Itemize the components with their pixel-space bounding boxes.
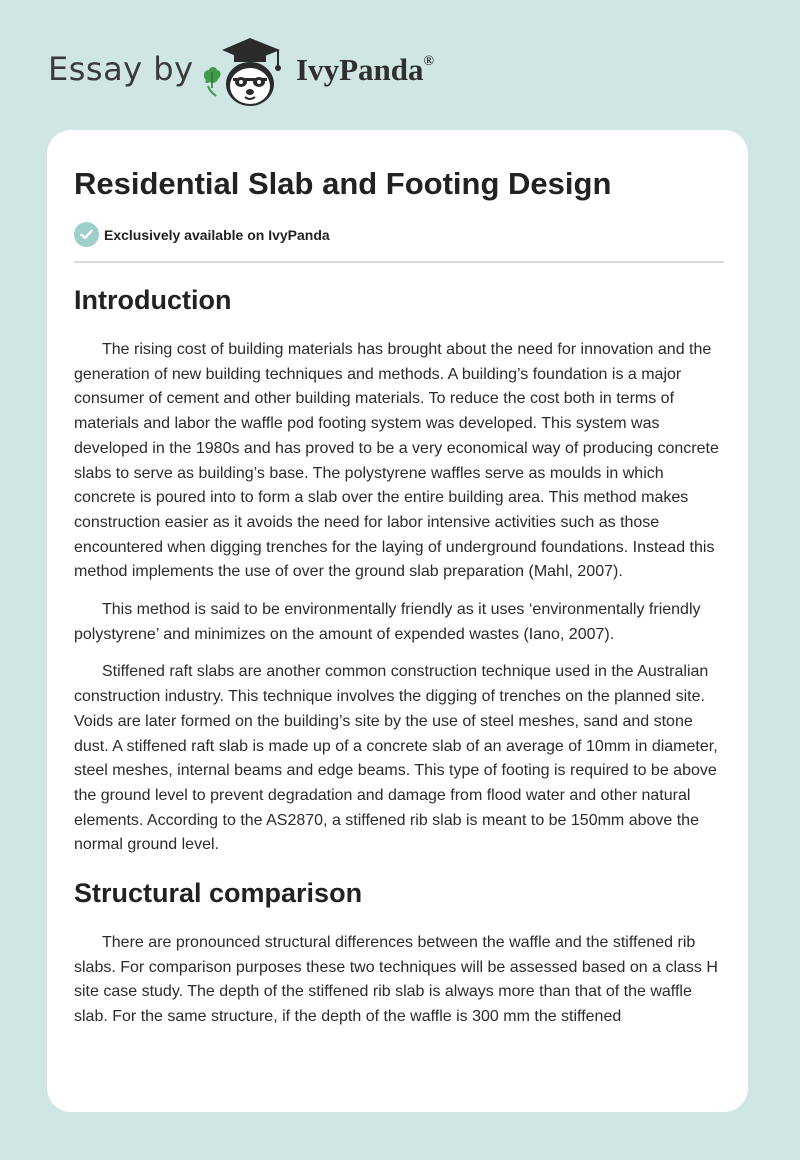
site-header <box>0 0 800 120</box>
article-body <box>74 283 724 1043</box>
essay-by-label: Essay by <box>48 50 194 88</box>
paragraph: The rising cost of building materials has brought about the need for innovation and the generation of new building techniques and methods. A building’s foundation is a major consumer of cement and other building materials. To reduce the cost both in terms of materials and labor the waffle pod footing system was developed. This system was developed in the 1980s and has proved to be a very economical way of producing concrete slabs to serve as building’s base. The polystyrene waffles serve as moulds in which concrete is poured into to form a slab over the entire building area. This method makes construction easier as it avoids the need for labor intensive activities such as those encountered when digging trenches for the laying of underground foundations. Instead this method implements the use of over the ground slab preparation (Mahl, 2007). <box>74 341 719 581</box>
essay-card <box>47 130 748 1112</box>
page-title: Residential Slab and Footing Design <box>74 166 612 201</box>
check-circle-icon <box>74 222 99 247</box>
section-heading-structural-comparison: Structural comparison <box>74 878 363 909</box>
registered-mark: ® <box>423 54 434 69</box>
exclusive-badge <box>74 222 330 247</box>
paragraph: There are pronounced structural differences between the waffle and the stiffened rib slabs. For comparison purposes these two techniques will be assessed based on a class H site case study. The depth of the stiffened rib slab is always more than that of the waffle slab. For the same structure, if the depth of the waffle is 300 mm the stiffened <box>74 934 718 1026</box>
paragraph: This method is said to be environmentally friendly as it uses ‘environmentally friendly polystyrene’ and minimizes on the amount of expended wastes (Iano, 2007). <box>74 601 701 643</box>
ivypanda-panda-logo-icon[interactable] <box>200 36 292 110</box>
section-heading-introduction: Introduction <box>74 285 232 315</box>
brand-name[interactable] <box>296 52 434 88</box>
brand-text: IvyPanda <box>296 52 424 87</box>
exclusive-badge-label: Exclusively available on IvyPanda <box>104 226 330 243</box>
paragraph: Stiffened raft slabs are another common construction technique used in the Australian construction industry. This technique involves the digging of trenches on the planned site. Voids are later formed on the building’s site by the use of steel meshes, sand and stone dust. A stiffened raft slab is made up of a concrete slab of an average of 10mm in diameter, steel meshes, internal beams and edge beams. This type of footing is required to be above the ground level to prevent degradation and damage from flood water and other natural elements. According to the AS2870, a stiffened rib slab is meant to be 150mm above the normal ground level. <box>74 663 718 854</box>
title-divider <box>74 261 724 263</box>
